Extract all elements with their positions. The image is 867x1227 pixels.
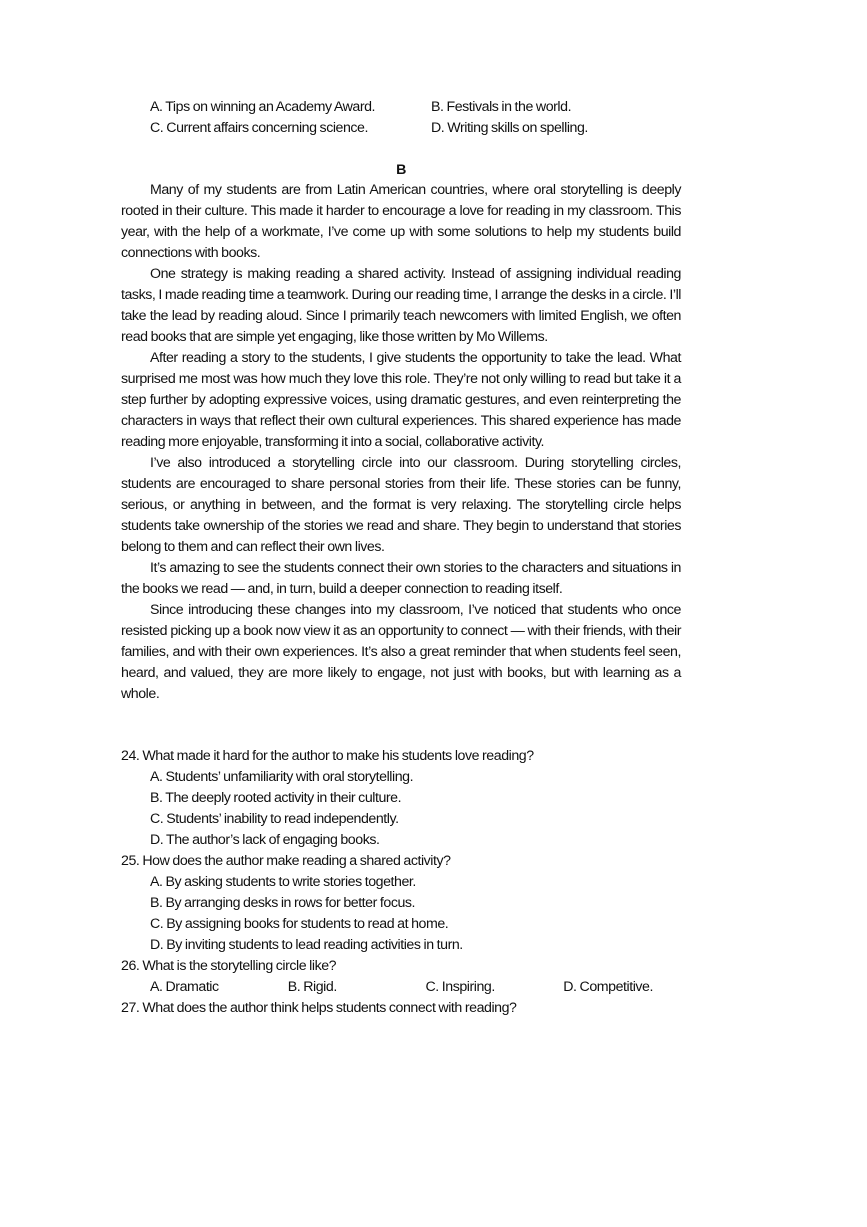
paragraph: I’ve also introduced a storytelling circle into our classroom. During storytelling circles, students are encouraged to share personal stories from their life. These stories can be funny, serious, or anything in between, and the format is very relaxing. The storytelling circle helps students take ownership of the stories we read and share. They begin to understand that stories belong to them and can reflect their own lives. bbox=[121, 455, 681, 555]
option-a: A. Tips on winning an Academy Award. bbox=[150, 99, 376, 115]
option: B. The deeply rooted activity in their culture. bbox=[150, 790, 402, 806]
option: D. The author’s lack of engaging books. bbox=[150, 832, 380, 848]
option: A. By asking students to write stories together. bbox=[150, 874, 416, 890]
option: C. By assigning books for students to read at home. bbox=[150, 916, 449, 932]
paragraph: It’s amazing to see the students connect their own stories to the characters and situations in the books we read — and, in turn, build a deeper connection to reading itself. bbox=[121, 560, 681, 597]
paragraph: One strategy is making reading a shared activity. Instead of assigning individual reading tasks, I made reading time a teamwork. During our reading time, I arrange the desks in a circle. I’ll take the lead by reading aloud. Since I primarily teach newcomers with limited English, we often read books that are simple yet engaging, like those written by Mo Willems. bbox=[121, 266, 681, 345]
previous-question-options bbox=[150, 97, 690, 139]
option: A. Dramatic bbox=[150, 979, 219, 995]
option: C. Students’ inability to read independently. bbox=[150, 811, 399, 827]
option: A. Students’ unfamiliarity with oral storytelling. bbox=[150, 769, 414, 785]
reading-passage bbox=[121, 180, 681, 705]
section-title: B bbox=[396, 162, 406, 178]
option: D. By inviting students to lead reading activities in turn. bbox=[150, 937, 463, 953]
question-25: 25. How does the author make reading a shared activity? bbox=[121, 853, 451, 869]
option: C. Inspiring. bbox=[425, 979, 495, 995]
paragraph: After reading a story to the students, I give students the opportunity to take the lead. What surprised me most was how much they love this role. They’re not only willing to read but take it a step further by adopting expressive voices, using dramatic gestures, and even reinterpreting the characters in ways that reflect their own cultural experiences. This shared experience has made reading more enjoyable, transforming it into a social, collaborative activity. bbox=[121, 350, 681, 450]
question-26: 26. What is the storytelling circle like? bbox=[121, 958, 337, 974]
question-24: 24. What made it hard for the author to make his students love reading? bbox=[121, 748, 534, 764]
option: D. Competitive. bbox=[563, 979, 653, 995]
question-27: 27. What does the author think helps students connect with reading? bbox=[121, 1000, 517, 1016]
option-b: B. Festivals in the world. bbox=[431, 99, 572, 115]
paragraph: Many of my students are from Latin American countries, where oral storytelling is deeply rooted in their culture. This made it harder to encourage a love for reading in my classroom. This year, with the help of a workmate, I’ve come up with some solutions to help my students build connections with books. bbox=[121, 182, 681, 261]
option-c: C. Current affairs concerning science. bbox=[150, 120, 368, 136]
paragraph: Since introducing these changes into my classroom, I’ve noticed that students who once resisted picking up a book now view it as an opportunity to connect — with their friends, with their families, and with their own experiences. It’s also a great reminder that when students feel seen, heard, and valued, they are more likely to engage, not just with books, but with learning as a whole. bbox=[121, 602, 681, 702]
option: B. By arranging desks in rows for better focus. bbox=[150, 895, 416, 911]
option-d: D. Writing skills on spelling. bbox=[431, 120, 588, 136]
questions bbox=[121, 746, 701, 1019]
option: B. Rigid. bbox=[287, 979, 337, 995]
